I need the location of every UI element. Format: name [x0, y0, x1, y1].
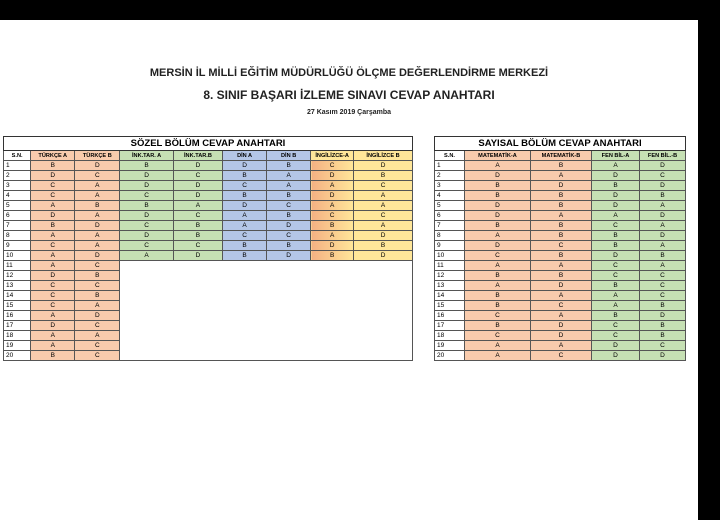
sozel-cell-inkilap-a: B — [120, 201, 173, 211]
sozel-cell-turkce-a: A — [31, 331, 75, 341]
sozel-cell-din-a: B — [223, 171, 267, 181]
sayisal-cell-fen-a: B — [592, 231, 640, 241]
sozel-cell-turkce-b: B — [75, 271, 120, 281]
sozel-header-ingilizce-a: İNGİLİZCE-A — [311, 151, 354, 161]
sayisal-cell-matematik-a: B — [465, 191, 531, 201]
sozel-table-title: SÖZEL BÖLÜM CEVAP ANAHTARI — [4, 137, 413, 151]
sayisal-cell-matematik-a: B — [465, 271, 531, 281]
sozel-cell-turkce-b: A — [75, 241, 120, 251]
sozel-cell-din-b: B — [267, 241, 311, 251]
sayisal-cell-matematik-b: A — [531, 171, 592, 181]
sayisal-cell-fen-a: B — [592, 311, 640, 321]
sozel-cell-turkce-b: C — [75, 341, 120, 351]
sozel-cell-inkilap-a: C — [120, 241, 173, 251]
sozel-cell-din-b: A — [267, 171, 311, 181]
sozel-cell-turkce-b: A — [75, 231, 120, 241]
sayisal-cell-matematik-a: A — [465, 231, 531, 241]
sayisal-cell-fen-b: A — [640, 201, 686, 211]
sozel-cell-inkilap-b: D — [173, 191, 222, 201]
sayisal-cell-matematik-b: B — [531, 191, 592, 201]
sayisal-cell-matematik-a: D — [465, 241, 531, 251]
sayisal-row — [435, 281, 686, 291]
sayisal-cell-sn: 6 — [435, 211, 465, 221]
sayisal-row — [435, 181, 686, 191]
sayisal-cell-matematik-b: C — [531, 351, 592, 361]
sayisal-cell-matematik-a: B — [465, 301, 531, 311]
sayisal-cell-fen-a: B — [592, 181, 640, 191]
sayisal-cell-matematik-b: A — [531, 341, 592, 351]
sozel-cell-turkce-b: A — [75, 191, 120, 201]
sayisal-row — [435, 351, 686, 361]
sozel-cell-inkilap-a: B — [120, 161, 173, 171]
sozel-row — [4, 171, 413, 181]
sozel-cell-inkilap-a: A — [120, 251, 173, 261]
sayisal-cell-fen-b: C — [640, 171, 686, 181]
sayisal-cell-fen-b: C — [640, 281, 686, 291]
sozel-cell-din-a: C — [223, 181, 267, 191]
sozel-cell-turkce-a: D — [31, 211, 75, 221]
sozel-cell-ingilizce-b: A — [354, 221, 413, 231]
sozel-cell-sn: 9 — [4, 241, 31, 251]
sayisal-cell-fen-a: C — [592, 271, 640, 281]
sayisal-cell-fen-a: C — [592, 221, 640, 231]
sayisal-cell-sn: 8 — [435, 231, 465, 241]
sozel-cell-turkce-b: A — [75, 301, 120, 311]
sozel-cell-sn: 1 — [4, 161, 31, 171]
sozel-cell-turkce-a: A — [31, 251, 75, 261]
sayisal-cell-sn: 18 — [435, 331, 465, 341]
sozel-cell-ingilizce-b: C — [354, 211, 413, 221]
sayisal-cell-sn: 13 — [435, 281, 465, 291]
sozel-cell-turkce-b: A — [75, 331, 120, 341]
sayisal-row — [435, 211, 686, 221]
sayisal-row — [435, 331, 686, 341]
sozel-cell-ingilizce-a: A — [311, 201, 354, 211]
sayisal-row — [435, 321, 686, 331]
sozel-header-din-b: DİN B — [267, 151, 311, 161]
sayisal-cell-matematik-b: D — [531, 181, 592, 191]
sayisal-cell-matematik-a: D — [465, 171, 531, 181]
sozel-row — [4, 231, 413, 241]
sayisal-cell-fen-b: A — [640, 241, 686, 251]
sozel-cell-din-b: C — [267, 231, 311, 241]
sozel-cell-turkce-b: C — [75, 321, 120, 331]
sayisal-row — [435, 311, 686, 321]
sayisal-cell-fen-a: D — [592, 191, 640, 201]
sozel-cell-turkce-b: D — [75, 251, 120, 261]
sozel-cell-ingilizce-b: D — [354, 231, 413, 241]
sozel-cell-turkce-b: B — [75, 291, 120, 301]
sayisal-cell-fen-a: D — [592, 251, 640, 261]
sayisal-row — [435, 341, 686, 351]
sozel-cell-turkce-b: D — [75, 221, 120, 231]
sozel-cell-sn: 16 — [4, 311, 31, 321]
sozel-cell-ingilizce-a: D — [311, 171, 354, 181]
sozel-cell-inkilap-a: D — [120, 181, 173, 191]
sayisal-cell-fen-a: D — [592, 341, 640, 351]
sozel-cell-ingilizce-a: C — [311, 161, 354, 171]
sayisal-cell-matematik-b: B — [531, 251, 592, 261]
sayisal-row — [435, 161, 686, 171]
sozel-cell-din-a: B — [223, 241, 267, 251]
sayisal-cell-fen-a: A — [592, 291, 640, 301]
sozel-cell-sn: 4 — [4, 191, 31, 201]
sayisal-cell-matematik-b: C — [531, 241, 592, 251]
sozel-cell-turkce-a: A — [31, 341, 75, 351]
sayisal-cell-fen-b: C — [640, 341, 686, 351]
sayisal-cell-matematik-a: B — [465, 291, 531, 301]
sozel-cell-turkce-b: A — [75, 211, 120, 221]
sayisal-cell-fen-a: B — [592, 241, 640, 251]
sozel-header-turkce-a: TÜRKÇE A — [31, 151, 75, 161]
sozel-cell-din-b: B — [267, 161, 311, 171]
sozel-cell-inkilap-b: D — [173, 181, 222, 191]
sayisal-cell-matematik-b: D — [531, 331, 592, 341]
sozel-cell-din-a: B — [223, 191, 267, 201]
sayisal-cell-matematik-b: D — [531, 321, 592, 331]
sozel-cell-ingilizce-a: B — [311, 251, 354, 261]
sozel-header-sn: S.N. — [4, 151, 31, 161]
sozel-cell-ingilizce-b: A — [354, 191, 413, 201]
sayisal-cell-matematik-b: B — [531, 221, 592, 231]
sozel-cell-din-a: D — [223, 161, 267, 171]
sayisal-cell-matematik-b: A — [531, 291, 592, 301]
sozel-cell-turkce-a: B — [31, 221, 75, 231]
sozel-row — [4, 181, 413, 191]
sozel-row — [4, 241, 413, 251]
sayisal-cell-sn: 12 — [435, 271, 465, 281]
sayisal-cell-matematik-a: B — [465, 221, 531, 231]
sayisal-row — [435, 241, 686, 251]
sozel-cell-turkce-b: C — [75, 261, 120, 271]
sozel-cell-turkce-a: C — [31, 241, 75, 251]
sozel-cell-sn: 11 — [4, 261, 31, 271]
sozel-cell-sn: 6 — [4, 211, 31, 221]
sozel-cell-ingilizce-b: C — [354, 181, 413, 191]
sayisal-cell-fen-a: C — [592, 261, 640, 271]
sozel-cell-turkce-a: D — [31, 171, 75, 181]
sayisal-cell-fen-b: D — [640, 211, 686, 221]
sozel-cell-sn: 17 — [4, 321, 31, 331]
sayisal-cell-fen-a: B — [592, 281, 640, 291]
sozel-cell-din-a: C — [223, 231, 267, 241]
sayisal-row — [435, 201, 686, 211]
sozel-cell-turkce-b: D — [75, 161, 120, 171]
sayisal-cell-fen-b: D — [640, 351, 686, 361]
sozel-cell-turkce-b: C — [75, 171, 120, 181]
sayisal-cell-fen-b: B — [640, 321, 686, 331]
sayisal-cell-matematik-a: A — [465, 281, 531, 291]
sayisal-cell-sn: 10 — [435, 251, 465, 261]
sozel-cell-inkilap-a: C — [120, 191, 173, 201]
sayisal-cell-sn: 4 — [435, 191, 465, 201]
sayisal-row — [435, 221, 686, 231]
sayisal-row — [435, 291, 686, 301]
sayisal-row — [435, 271, 686, 281]
sozel-row — [4, 211, 413, 221]
sayisal-cell-fen-b: B — [640, 251, 686, 261]
sozel-cell-din-b: D — [267, 251, 311, 261]
sayisal-row — [435, 231, 686, 241]
sozel-cell-ingilizce-b: B — [354, 241, 413, 251]
sayisal-cell-matematik-b: B — [531, 161, 592, 171]
sayisal-cell-fen-a: D — [592, 171, 640, 181]
header-exam-title: 8. SINIF BAŞARI İZLEME SINAVI CEVAP ANAHTARI — [203, 88, 495, 102]
sozel-cell-ingilizce-a: D — [311, 241, 354, 251]
sayisal-cell-sn: 17 — [435, 321, 465, 331]
sayisal-cell-matematik-b: B — [531, 271, 592, 281]
sayisal-cell-fen-b: D — [640, 311, 686, 321]
sozel-cell-inkilap-b: C — [173, 171, 222, 181]
sayisal-cell-sn: 19 — [435, 341, 465, 351]
sozel-header-ingilizce-b: İNGİLİZCE B — [354, 151, 413, 161]
sozel-cell-din-b: B — [267, 211, 311, 221]
sayisal-header-fen-b: FEN BİL.-B — [640, 151, 686, 161]
sayisal-cell-fen-a: A — [592, 161, 640, 171]
sayisal-row — [435, 301, 686, 311]
sozel-cell-turkce-a: A — [31, 311, 75, 321]
sayisal-cell-matematik-a: C — [465, 251, 531, 261]
sozel-cell-inkilap-b: B — [173, 231, 222, 241]
sozel-cell-inkilap-b: C — [173, 211, 222, 221]
sayisal-cell-sn: 16 — [435, 311, 465, 321]
sayisal-table-title: SAYISAL BÖLÜM CEVAP ANAHTARI — [435, 137, 686, 151]
sozel-cell-ingilizce-a: A — [311, 181, 354, 191]
sayisal-header-sn: S.N. — [435, 151, 465, 161]
sayisal-cell-matematik-b: D — [531, 281, 592, 291]
sozel-cell-turkce-b: C — [75, 351, 120, 361]
sozel-cell-ingilizce-b: D — [354, 161, 413, 171]
sayisal-cell-fen-a: C — [592, 331, 640, 341]
sozel-cell-ingilizce-a: D — [311, 191, 354, 201]
sozel-cell-inkilap-b: B — [173, 221, 222, 231]
sozel-cell-ingilizce-a: B — [311, 221, 354, 231]
sozel-cell-inkilap-a: C — [120, 221, 173, 231]
sayisal-cell-matematik-b: A — [531, 311, 592, 321]
sozel-cell-ingilizce-b: A — [354, 201, 413, 211]
sozel-cell-din-a: B — [223, 251, 267, 261]
sozel-cell-din-b: C — [267, 201, 311, 211]
sozel-cell-din-b: B — [267, 191, 311, 201]
sozel-cell-turkce-a: A — [31, 261, 75, 271]
sayisal-cell-fen-a: A — [592, 211, 640, 221]
sayisal-cell-sn: 5 — [435, 201, 465, 211]
sayisal-cell-fen-a: C — [592, 321, 640, 331]
sayisal-cell-sn: 9 — [435, 241, 465, 251]
sayisal-cell-sn: 15 — [435, 301, 465, 311]
sozel-cell-sn: 7 — [4, 221, 31, 231]
sayisal-header-fen-a: FEN BİL-A — [592, 151, 640, 161]
sayisal-cell-matematik-a: C — [465, 311, 531, 321]
sozel-cell-sn: 18 — [4, 331, 31, 341]
sozel-cell-sn: 3 — [4, 181, 31, 191]
sozel-cell-sn: 10 — [4, 251, 31, 261]
sayisal-cell-matematik-a: B — [465, 181, 531, 191]
sayisal-cell-sn: 1 — [435, 161, 465, 171]
sayisal-cell-matematik-a: D — [465, 201, 531, 211]
sozel-cell-turkce-b: D — [75, 311, 120, 321]
sayisal-answer-table — [434, 136, 686, 361]
sozel-cell-din-b: D — [267, 221, 311, 231]
sayisal-cell-fen-b: D — [640, 161, 686, 171]
sayisal-cell-fen-b: C — [640, 291, 686, 301]
sozel-cell-inkilap-b: D — [173, 161, 222, 171]
sayisal-row — [435, 261, 686, 271]
sayisal-cell-fen-a: A — [592, 301, 640, 311]
sayisal-header-row — [435, 151, 686, 161]
sozel-cell-din-b: A — [267, 181, 311, 191]
sozel-cell-sn: 20 — [4, 351, 31, 361]
sozel-cell-turkce-a: C — [31, 291, 75, 301]
sozel-header-turkce-b: TÜRKÇE B — [75, 151, 120, 161]
sozel-cell-inkilap-a: D — [120, 231, 173, 241]
sozel-header-inkilap-a: İNK.TAR. A — [120, 151, 173, 161]
sozel-row — [4, 161, 413, 171]
sozel-cell-turkce-a: A — [31, 231, 75, 241]
sayisal-cell-sn: 7 — [435, 221, 465, 231]
sayisal-header-matematik-a: MATEMATİK-A — [465, 151, 531, 161]
sozel-cell-turkce-b: A — [75, 181, 120, 191]
sayisal-cell-fen-b: B — [640, 331, 686, 341]
sayisal-cell-matematik-b: A — [531, 261, 592, 271]
sozel-cell-din-a: A — [223, 221, 267, 231]
sayisal-cell-fen-a: D — [592, 351, 640, 361]
sozel-row — [4, 251, 413, 261]
sayisal-cell-fen-b: D — [640, 231, 686, 241]
sozel-cell-din-a: A — [223, 211, 267, 221]
sozel-cell-sn: 12 — [4, 271, 31, 281]
sozel-cell-sn: 13 — [4, 281, 31, 291]
sayisal-header-matematik-b: MATEMATİK-B — [531, 151, 592, 161]
sozel-cell-turkce-a: D — [31, 271, 75, 281]
sozel-header-din-a: DİN A — [223, 151, 267, 161]
sozel-cell-turkce-b: C — [75, 281, 120, 291]
sozel-row — [4, 201, 413, 211]
sayisal-cell-matematik-a: A — [465, 161, 531, 171]
header-date: 27 Kasım 2019 Çarşamba — [306, 109, 392, 116]
sayisal-row — [435, 191, 686, 201]
sozel-empty-area — [120, 261, 413, 361]
sozel-cell-sn: 14 — [4, 291, 31, 301]
sozel-cell-turkce-b: B — [75, 201, 120, 211]
sozel-cell-sn: 8 — [4, 231, 31, 241]
sozel-cell-turkce-a: B — [31, 351, 75, 361]
document-page — [0, 20, 698, 520]
sozel-cell-turkce-a: B — [31, 161, 75, 171]
sozel-cell-sn: 5 — [4, 201, 31, 211]
sozel-cell-ingilizce-a: C — [311, 211, 354, 221]
sayisal-cell-fen-b: A — [640, 261, 686, 271]
sayisal-cell-matematik-a: A — [465, 261, 531, 271]
sozel-cell-inkilap-b: C — [173, 241, 222, 251]
sozel-cell-inkilap-b: A — [173, 201, 222, 211]
sayisal-cell-sn: 11 — [435, 261, 465, 271]
sozel-cell-sn: 2 — [4, 171, 31, 181]
sayisal-cell-fen-b: B — [640, 191, 686, 201]
sayisal-cell-matematik-b: B — [531, 231, 592, 241]
sayisal-cell-sn: 2 — [435, 171, 465, 181]
sozel-row — [4, 191, 413, 201]
sayisal-cell-fen-a: D — [592, 201, 640, 211]
sozel-cell-ingilizce-a: A — [311, 231, 354, 241]
sayisal-cell-fen-b: C — [640, 271, 686, 281]
sozel-cell-inkilap-a: D — [120, 211, 173, 221]
sozel-cell-turkce-a: C — [31, 181, 75, 191]
header-institution: MERSİN İL MİLLİ EĞİTİM MÜDÜRLÜĞÜ ÖLÇME DEĞERLENDİRME MERKEZİ — [149, 67, 549, 79]
sayisal-cell-sn: 3 — [435, 181, 465, 191]
sayisal-cell-matematik-a: B — [465, 321, 531, 331]
sozel-answer-table — [3, 136, 413, 361]
sayisal-cell-matematik-b: B — [531, 201, 592, 211]
sayisal-cell-fen-b: A — [640, 221, 686, 231]
sozel-header-inkilap-b: İNK.TAR.B — [173, 151, 222, 161]
sozel-cell-ingilizce-b: D — [354, 251, 413, 261]
sozel-header-row — [4, 151, 413, 161]
sayisal-cell-matematik-a: C — [465, 331, 531, 341]
sozel-row — [4, 261, 413, 271]
sayisal-cell-matematik-a: A — [465, 351, 531, 361]
sayisal-cell-matematik-b: A — [531, 211, 592, 221]
sayisal-row — [435, 251, 686, 261]
sayisal-cell-sn: 20 — [435, 351, 465, 361]
sayisal-cell-matematik-b: C — [531, 301, 592, 311]
sayisal-cell-matematik-a: D — [465, 211, 531, 221]
sozel-cell-din-a: D — [223, 201, 267, 211]
sayisal-cell-matematik-a: A — [465, 341, 531, 351]
sozel-cell-inkilap-b: D — [173, 251, 222, 261]
sayisal-cell-sn: 14 — [435, 291, 465, 301]
sozel-cell-turkce-a: D — [31, 321, 75, 331]
sozel-cell-inkilap-a: D — [120, 171, 173, 181]
sayisal-row — [435, 171, 686, 181]
sayisal-cell-fen-b: B — [640, 301, 686, 311]
sozel-cell-ingilizce-b: B — [354, 171, 413, 181]
sozel-cell-turkce-a: C — [31, 281, 75, 291]
sozel-cell-turkce-a: A — [31, 201, 75, 211]
sozel-row — [4, 221, 413, 231]
sozel-cell-turkce-a: C — [31, 301, 75, 311]
sozel-cell-sn: 15 — [4, 301, 31, 311]
sozel-cell-turkce-a: C — [31, 191, 75, 201]
sozel-cell-sn: 19 — [4, 341, 31, 351]
sayisal-cell-fen-b: D — [640, 181, 686, 191]
